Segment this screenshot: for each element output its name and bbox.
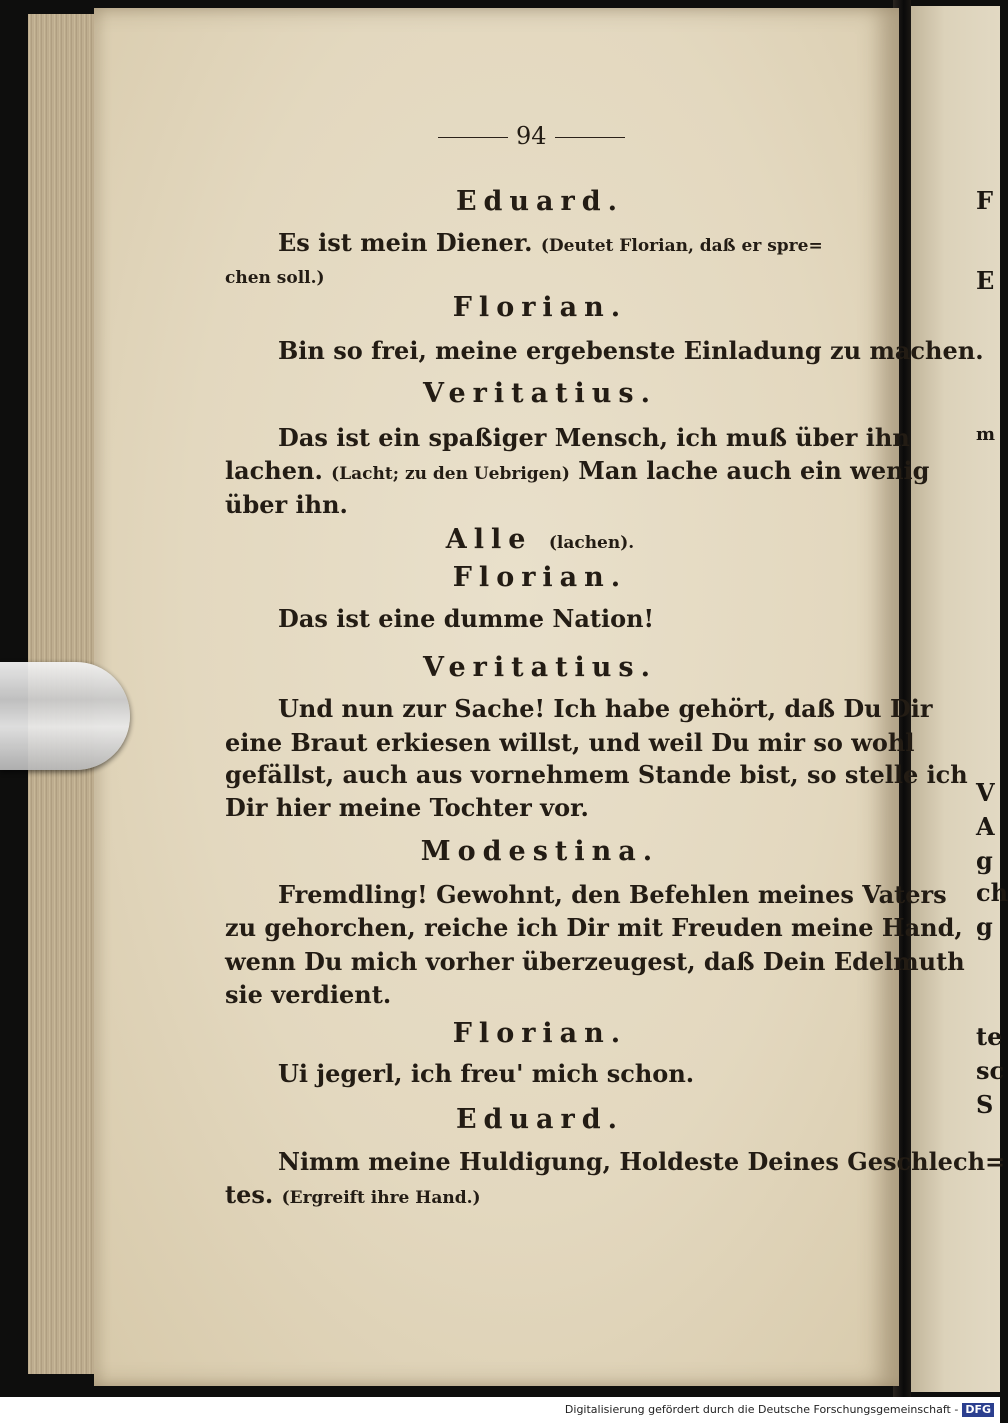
speaker-veritatius: Veritatius.	[422, 652, 658, 683]
speaker-alle	[300, 524, 780, 555]
text-line: Dir hier meine Tochter vor.	[225, 793, 589, 822]
text-line: sie verdient.	[225, 980, 392, 1009]
text-line: Ui jegerl, ich freu' mich schon.	[278, 1059, 695, 1088]
stage-direction: (Ergreift ihre Hand.)	[281, 1188, 481, 1208]
text-line: Und nun zur Sache! Ich habe gehört, daß Du Dir	[278, 694, 933, 723]
dialogue: lachen.	[225, 456, 323, 485]
stage-direction: (lachen).	[548, 533, 635, 553]
facing-page-fragment: E	[976, 266, 995, 295]
text-line	[225, 456, 929, 485]
text-line: über ihn.	[225, 490, 348, 519]
text-line: Das ist eine dumme Nation!	[278, 604, 655, 633]
text-line: Fremdling! Gewohnt, den Befehlen meines Vaters	[278, 880, 947, 909]
page-holder-clip	[0, 662, 130, 770]
text-line: Bin so frei, meine ergebenste Einladung zu machen.	[278, 336, 984, 365]
speaker-modestina: Modestina.	[420, 836, 660, 867]
dialogue: tes.	[225, 1180, 274, 1209]
facing-page-fragment: te	[976, 1022, 1003, 1051]
dialogue: Man lache auch ein wenig	[578, 456, 930, 485]
facing-page-fragment: V	[976, 778, 995, 807]
facing-page-fragment: sc	[976, 1056, 1005, 1085]
facing-page-fragment: A	[976, 812, 995, 841]
text-line: wenn Du mich vorher überzeugest, daß Dein Edelmuth	[225, 947, 965, 976]
dfg-logo: DFG	[962, 1403, 994, 1417]
page-number-rule-right	[555, 137, 625, 138]
facing-page-fragment: g	[976, 912, 993, 941]
facing-page-fragment: F	[976, 186, 994, 215]
text-line: eine Braut erkiesen willst, und weil Du mir so wohl	[225, 728, 915, 757]
text-line: gefällst, auch aus vornehmem Stande bist, so stelle ich	[225, 760, 968, 789]
page-number-value: 94	[516, 122, 547, 150]
speaker-name: Alle	[445, 524, 533, 555]
speaker-eduard: Eduard.	[455, 186, 625, 217]
speaker-eduard: Eduard.	[455, 1104, 625, 1135]
footer-credit: Digitalisierung gefördert durch die Deutsche Forschungsgemeinschaft -	[564, 1403, 959, 1416]
text-line: chen soll.)	[225, 268, 325, 288]
footer-bar	[0, 1397, 1000, 1423]
dialogue: Es ist mein Diener.	[278, 228, 533, 257]
speaker-florian: Florian.	[452, 292, 628, 323]
stage-direction: (Lacht; zu den Uebrigen)	[331, 464, 570, 484]
facing-page-fragment: ch	[976, 878, 1008, 907]
facing-page-fragment: S	[976, 1090, 994, 1119]
facing-page-fragment: g	[976, 846, 993, 875]
text-line: Nimm meine Huldigung, Holdeste Deines Geschlech=	[278, 1147, 1006, 1176]
facing-page-fragment: m	[976, 424, 996, 445]
text-line	[225, 1180, 481, 1209]
speaker-florian: Florian.	[452, 1018, 628, 1049]
text-line: zu gehorchen, reiche ich Dir mit Freuden meine Hand,	[225, 913, 963, 942]
text-line: Das ist ein spaßiger Mensch, ich muß über ihn	[278, 423, 910, 452]
page-number	[430, 122, 630, 150]
speaker-veritatius: Veritatius.	[422, 378, 658, 409]
text-line	[278, 228, 823, 257]
stage-direction: (Deutet Florian, daß er spre=	[540, 236, 823, 256]
page-number-rule-left	[438, 137, 508, 138]
speaker-florian: Florian.	[452, 562, 628, 593]
